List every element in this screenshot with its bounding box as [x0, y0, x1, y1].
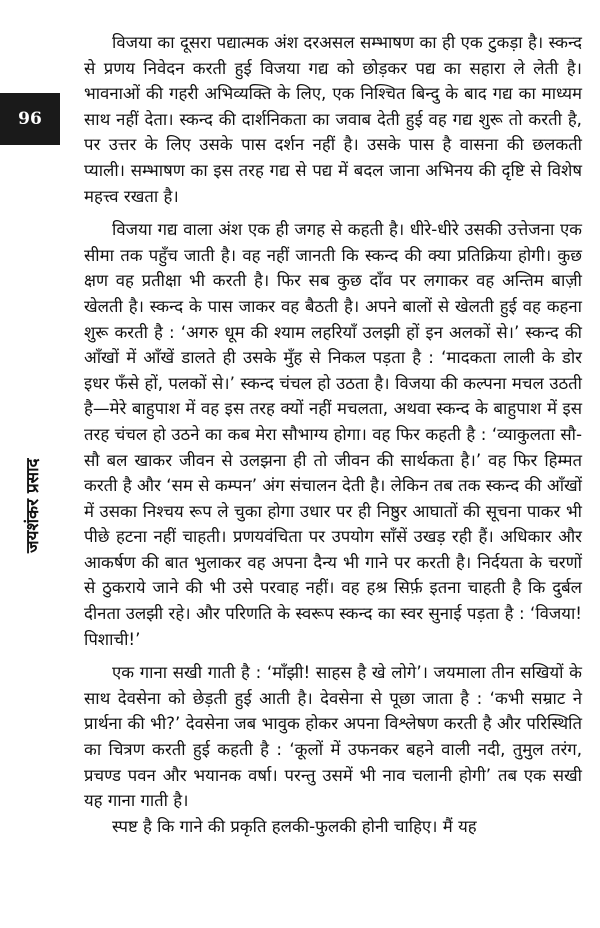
page-number: 96 [18, 109, 42, 129]
running-head: जयशंकर प्रसाद [23, 458, 43, 553]
paragraph: विजया का दूसरा पद्यात्मक अंश दरअसल सम्भाषण का ही एक टुकड़ा है। स्कन्द से प्रणय निवेदन करती हुई विजया गद्य को छोड़कर पद्य का सहारा ले लेती है। भावनाओं की गहरी अभिव्यक्ति के लिए, एक निश्चित बिन्दु के बाद गद्य का माध्यम साथ नहीं देता। स्कन्द की दार्शनिकता का जवाब देती हुई वह गद्य शुरू तो करती है, पर उत्तर के लिए उसके पास दर्शन नहीं है। उसके पास है वासना की छलकती प्याली। सम्भाषण का इस तरह गद्य से पद्य में बदल जाना अभिनय की दृष्टि से विशेष महत्त्व रखता है। [84, 32, 582, 206]
body-text [84, 30, 582, 839]
page-number-tab [0, 93, 60, 145]
paragraph: एक गाना सखी गाती है : ‘माँझी! साहस है खे लोगे’। जयमाला तीन सखियों के साथ देवसेना को छेड़ती हुई आती है। देवसेना से पूछा जाता है : ‘कभी सम्राट ने प्रार्थना की भी?’ देवसेना जब भावुक होकर अपना विश्लेषण करती है और परिस्थिति का चित्रण करती हुई कहती है : ‘कूलों में उफनकर बहने वाली नदी, तुमुल तरंग, प्रचण्ड पवन और भयानक वर्षा। परन्तु उसमें भी नाव चलानी होगी’ तब एक सखी यह गाना गाती है। [84, 662, 582, 811]
paragraph: स्पष्ट है कि गाने की प्रकृति हलकी-फुलकी होनी चाहिए। मैं यह [112, 815, 477, 836]
paragraph: विजया गद्य वाला अंश एक ही जगह से कहती है। धीरे-धीरे उसकी उत्तेजना एक सीमा तक पहुँच जाती है। वह नहीं जानती कि स्कन्द की क्या प्रतिक्रिया होगी। कुछ क्षण वह प्रतीक्षा भी करती है। फिर सब कुछ दाँव पर लगाकर वह अन्तिम बाज़ी खेलती है। स्कन्द के पास जाकर वह बैठती है। अपने बालों से खेलती हुई वह कहना शुरू करती है : ‘अगरु धूम की श्याम लहरियाँ उलझी हों इन अलकों से।’ स्कन्द की आँखों में आँखें डालते ही उसके मुँह से निकल पड़ता है : ‘मादकता लाली के डोर इधर फँसे हों, पलकों से।’ स्कन्द चंचल हो उठता है। विजया की कल्पना मचल उठती है—मेरे बाहुपाश में वह इस तरह क्यों नहीं मचलता, अथवा स्कन्द के बाहुपाश में इस तरह चंचल हो उठने का कब मेरा सौभाग्य होगा। वह फिर कहती है : ‘व्याकुलता सौ-सौ बल खाकर जीवन से उलझना ही तो जीवन की सार्थकता है।’ वह फिर हिम्मत करती है और ‘सम से कम्पन’ अंग संचालन देती है। लेकिन तब तक स्कन्द की आँखों में उसका निश्चय रूप ले चुका होगा उधार पर ही निष्ठुर आघातों की सूचना पाकर भी पीछे हटना नहीं चाहती। प्रणयवंचिता पर उपयोग साँसें उखड़ रही हैं। अधिकार और आकर्षण की बात भुलाकर वह अपना दैन्य भी गाने पर करती है। निर्दयता के चरणों से ठुकराये जाने की भी उसे परवाह नहीं। वह हश्र सिर्फ़ इतना चाहती है कि दुर्बल दीनता उलझी रहे। और परिणति के स्वरूप स्कन्द का स्वर सुनाई पड़ता है : ‘विजया! पिशाची!’ [84, 219, 582, 649]
